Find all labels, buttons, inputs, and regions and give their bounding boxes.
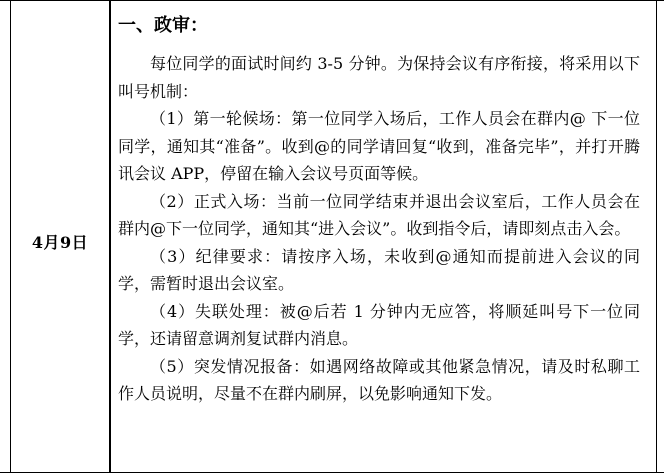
rule-paragraph-5: （5）突发情况报备：如遇网络故障或其他紧急情况，请及时私聊工作人员说明，尽量不在群内刷屏，以免影响通知下发。 <box>118 356 640 403</box>
date-label: 4月9日 <box>31 232 89 252</box>
rule-paragraph-2: （2）正式入场：当前一位同学结束并退出会议室后，工作人员会在群内@下一位同学，通知其“进入会议”。收到指令后，请即刻点击入会。 <box>118 191 640 238</box>
section-heading: 一、政审： <box>118 15 208 36</box>
intro-paragraph: 每位同学的面试时间约 3-5 分钟。为保持会议有序衔接，将采用以下叫号机制： <box>118 54 640 101</box>
table-right-border <box>656 0 657 473</box>
content-cell <box>118 12 640 408</box>
date-cell <box>11 0 109 472</box>
rule-paragraph-4: （4）失联处理：被@后若 1 分钟内无应答，将顺延叫号下一位同学，还请留意调剂复试群内消息。 <box>118 301 640 348</box>
column-divider <box>109 0 111 473</box>
rule-paragraph-3: （3）纪律要求：请按序入场，未收到@通知而提前进入会议的同学，需暂时退出会议室。 <box>118 246 640 293</box>
rule-paragraph-1: （1）第一轮候场：第一位同学入场后，工作人员会在群内@ 下一位同学，通知其“准备”。收到@的同学请回复“收到，准备完毕”，并打开腾讯会议 APP，停留在输入会议号页面等候。 <box>118 109 640 183</box>
